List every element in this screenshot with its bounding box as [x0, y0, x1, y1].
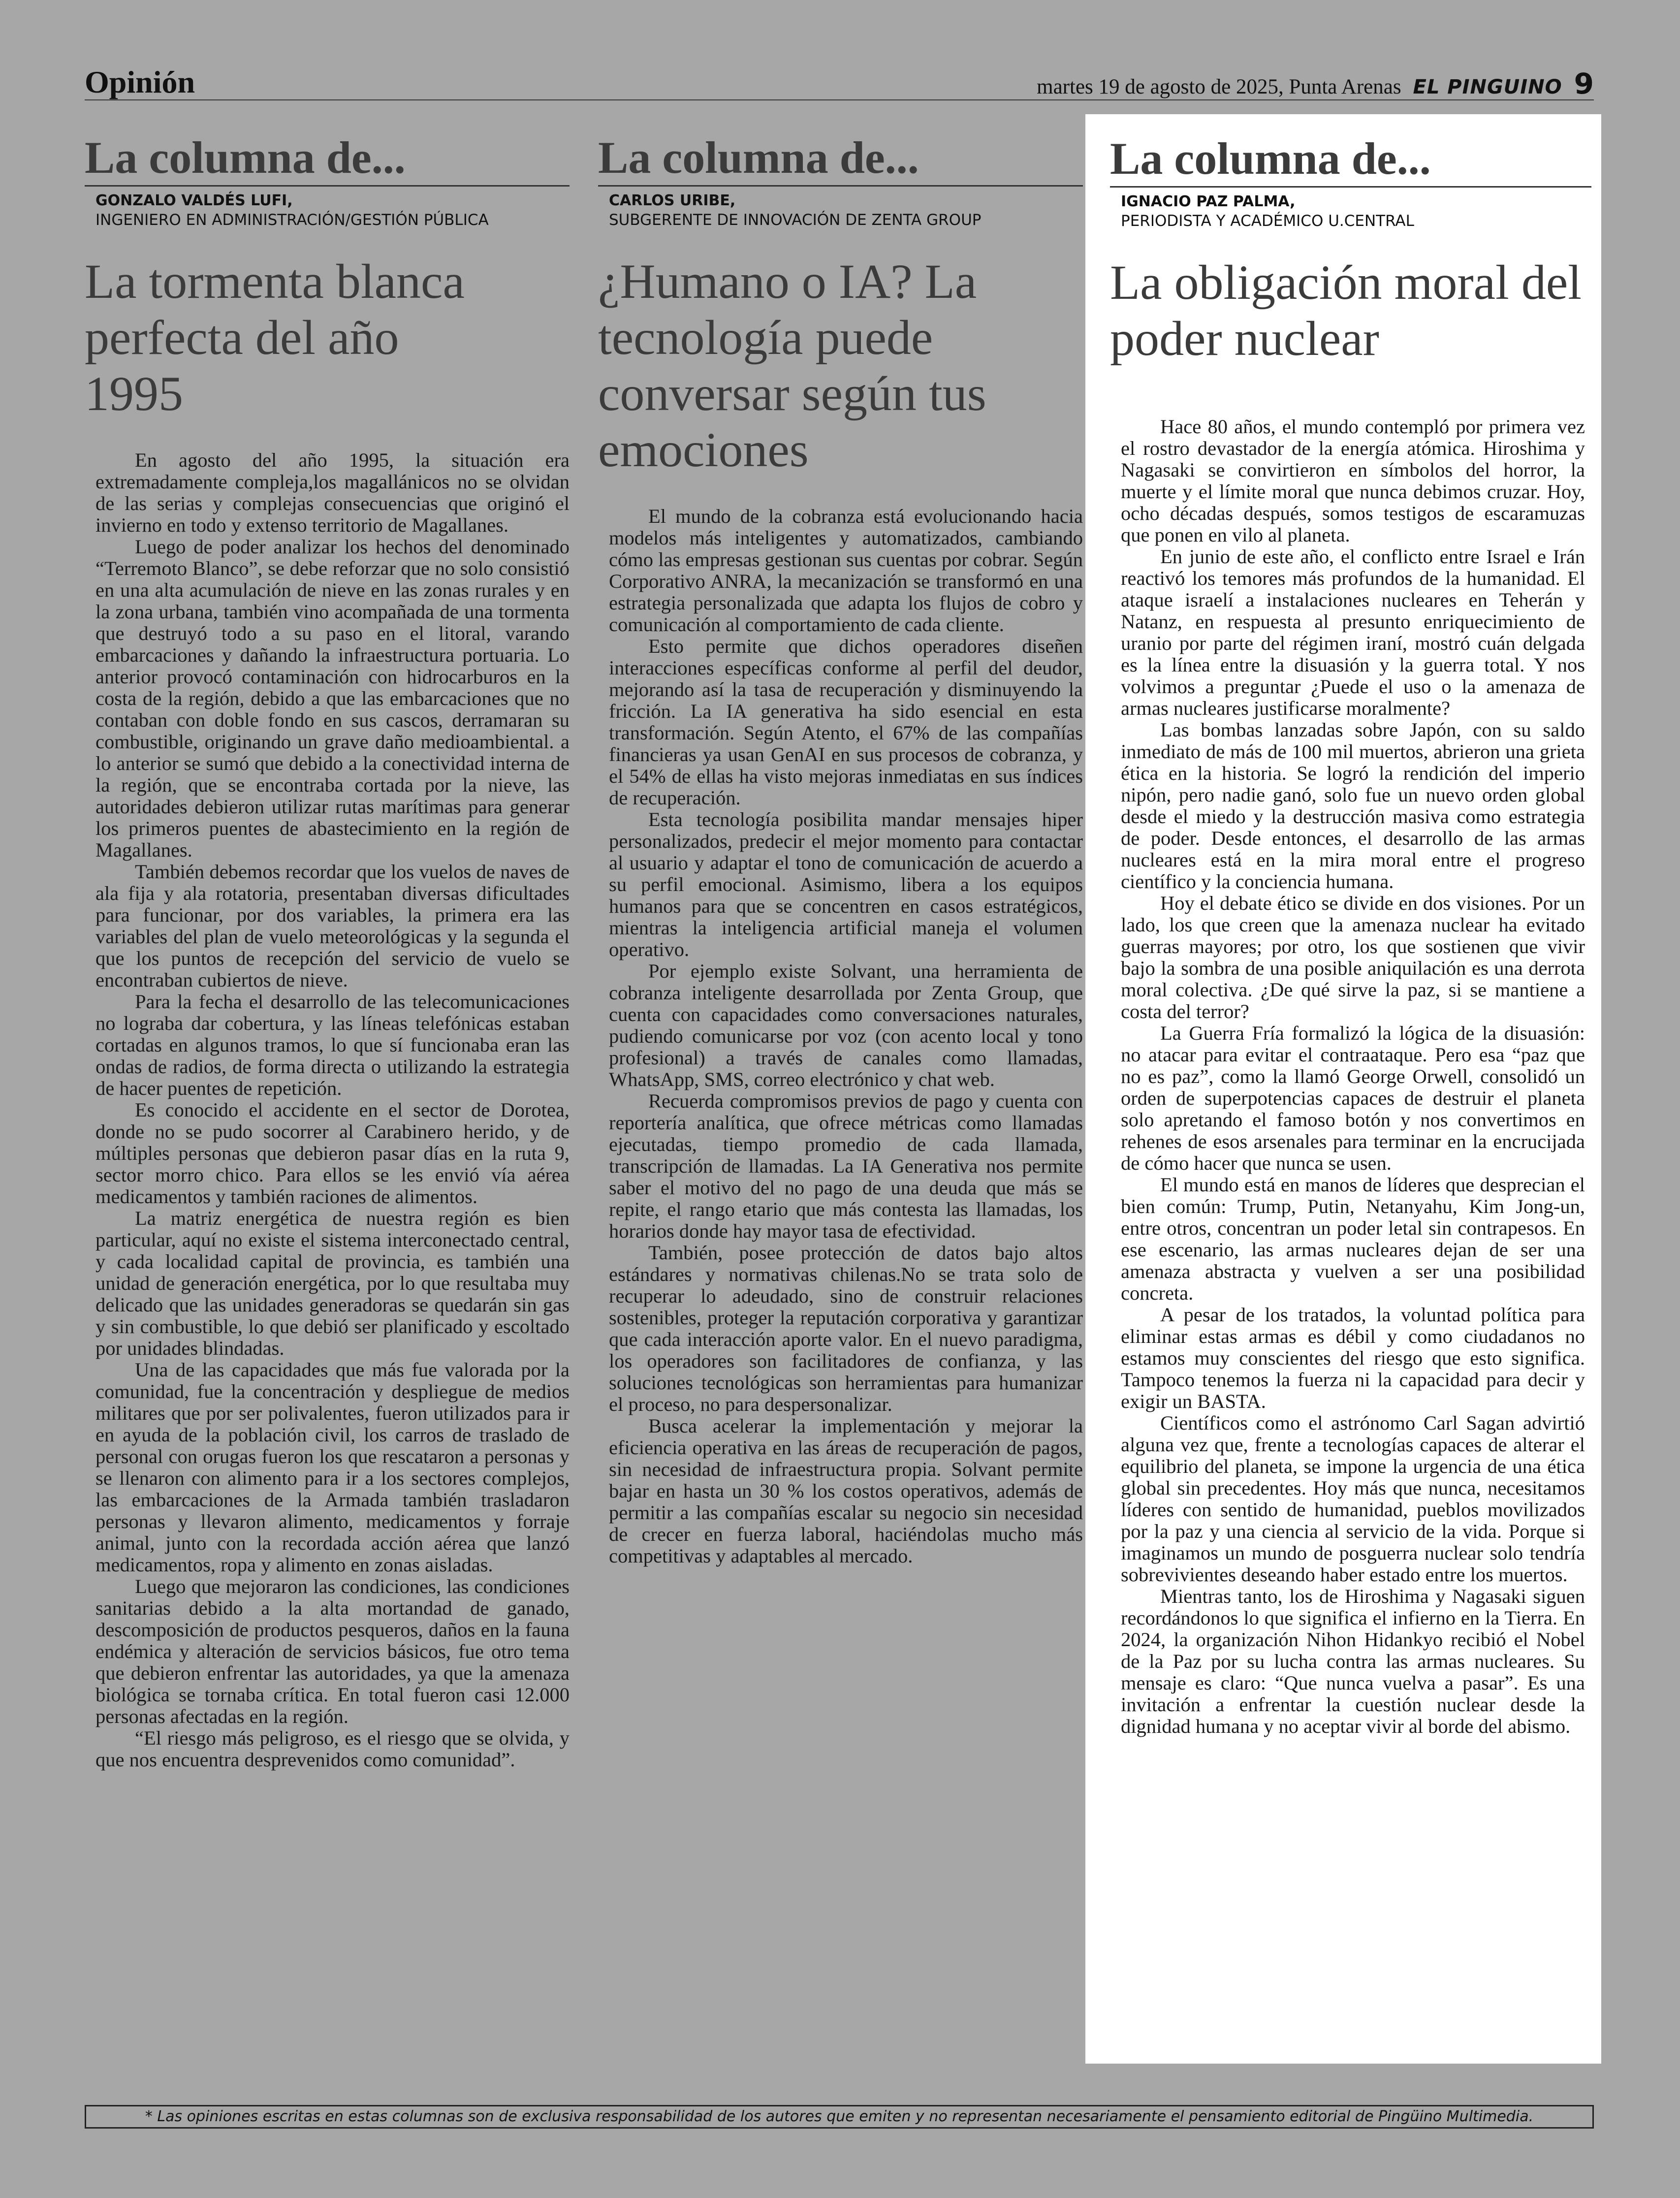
brand-logo: EL PINGUINO: [1413, 76, 1562, 98]
paragraph: “El riesgo más peligroso, es el riesgo que se olvida, y que nos encuentra desprevenidos como comunidad”.: [95, 1727, 570, 1771]
paragraph: Hace 80 años, el mundo contempló por primera vez el rostro devastador de la energía atómica. Hiroshima y Nagasaki se convirtieron en símbolos del horror, la muerte y el límite moral que nunca debimos cruzar. Hoy, ocho décadas después, somos testigos de escaramuzas que ponen en vilo al planeta.: [1121, 415, 1585, 546]
page-header: [85, 60, 1594, 100]
section-label: Opinión: [85, 64, 195, 99]
paragraph: También, posee protección de datos bajo altos estándares y normativas chilenas.No se trata solo de recuperar lo adeudado, sino de construir relaciones sostenibles, proteger la reputación corporativa y garantizar que cada interacción aporte valor. En el nuevo paradigma, los operadores son facilitadores de confianza, y las soluciones tecnológicas son herramientas para humanizar el proceso, no para despersonalizar.: [609, 1242, 1083, 1415]
column-2-inner: [598, 132, 1083, 1567]
paragraph: Recuerda compromisos previos de pago y cuenta con reportería analítica, que ofrece métricas como llamadas ejecutadas, tiempo promedio de cada llamada, transcripción de llamadas. La IA Generativa nos permite saber el motivo del no pago de una deuda que más se repite, el rango etario que más contesta las llamadas, los horarios donde hay mayor tasa de efectividad.: [609, 1090, 1083, 1242]
paragraph: Mientras tanto, los de Hiroshima y Nagasaki siguen recordándonos lo que significa el infierno en la Tierra. En 2024, la organización Nihon Hidankyo recibió el Nobel de la Paz por su lucha contra las armas nucleares. Su mensaje es claro: “Que nunca vuelva a pasar”. Es una invitación a enfrentar la cuestión nuclear desde la dignidad humana y no aceptar vivir al borde del abismo.: [1121, 1585, 1585, 1737]
paragraph: La matriz energética de nuestra región es bien particular, aquí no existe el sistema interconectado central, y cada localidad capital de provincia, es también una unidad de generación energética, por lo que resultaba muy delicado que las unidades generadoras se quedarán sin gas y sin combustible, lo que debió ser planificado y escoltado por unidades blindadas.: [95, 1207, 570, 1359]
header-right: [1037, 67, 1594, 100]
paragraph: A pesar de los tratados, la voluntad política para eliminar estas armas es débil y como ciudadanos no estamos muy conscientes del riesgo que esto significa. Tampoco tenemos la fuerza ni la capacidad para decir y exigir un BASTA.: [1121, 1304, 1585, 1412]
author-role: SUBGERENTE DE INNOVACIÓN DE ZENTA GROUP: [609, 211, 982, 229]
author-role: INGENIERO EN ADMINISTRACIÓN/GESTIÓN PÚBLICA: [95, 211, 489, 229]
paragraph: Hoy el debate ético se divide en dos visiones. Por un lado, los que creen que la amenaza nuclear ha evitado guerras mayores; por otro, los que sostienen que vivir bajo la sombra de una posible aniquilación es una derrota moral colectiva. ¿De qué sirve la paz, si se mantiene a costa del terror?: [1121, 892, 1585, 1022]
author-name: GONZALO VALDÉS LUFI,: [95, 192, 293, 209]
paragraph: Científicos como el astrónomo Carl Sagan advirtió alguna vez que, frente a tecnologías capaces de alterar el equilibrio del planeta, se impone la urgencia de una ética global sin precedentes. Hoy más que nunca, necesitamos líderes con sentido de humanidad, pueblos movilizados por la paz y una ciencia al servicio de la vida. Porque si imaginamos un mundo de posguerra nuclear solo tendría sobrevivientes deseando haber estado entre los muertos.: [1121, 1412, 1585, 1586]
paragraph: La Guerra Fría formalizó la lógica de la disuasión: no atacar para evitar el contraataque. Pero esa “paz que no es paz”, como la llamó George Orwell, consolidó un orden de superpotencias capaces de destruir el planeta solo apretando el famoso botón y nos convertimos en rehenes de esos arsenales para terminar en la encrucijada de cómo hacer que nunca se usen.: [1121, 1022, 1585, 1174]
page-number: 9: [1574, 67, 1594, 100]
paragraph: En junio de este año, el conflicto entre Israel e Irán reactivó los temores más profundos de la humanidad. El ataque israelí a instalaciones nucleares en Teherán y Natanz, en respuesta al presunto enriquecimiento de uranio por parte del régimen iraní, mostró cuán delgada es la línea entre la disuasión y la guerra total. Y nos volvimos a preguntar ¿Puede el uso o la amenaza de armas nucleares justificarse moralmente?: [1121, 545, 1585, 719]
headline: ¿Humano o IA? La tecnología puede conversar según tus emociones: [598, 254, 986, 477]
paragraph: Por ejemplo existe Solvant, una herramienta de cobranza inteligente desarrollada por Zenta Group, que cuenta con capacidades como conversaciones naturales, pudiendo comunicarse por voz (con acento local y tono profesional) a través de canales como llamadas, WhatsApp, SMS, correo electrónico y chat web.: [609, 960, 1083, 1090]
column-kicker: La columna de...: [598, 132, 1083, 187]
column-3-inner: [1110, 133, 1591, 1737]
paragraph: Una de las capacidades que más fue valorada por la comunidad, fue la concentración y despliegue de medios militares que por ser polivalentes, fueron utilizados para ir en ayuda de la población civil, los carros de traslado de personal con orugas fueron los que rescataron a personas y se llenaron con alimento para ir a los sectores complejos, las embarcaciones de la Armada también trasladaron personas y llevaron alimento, medicamentos y forraje animal, junto con la recordada acción aérea que lanzó medicamentos, ropa y alimento en zonas aisladas.: [95, 1359, 570, 1576]
paragraph: Es conocido el accidente en el sector de Dorotea, donde no se pudo socorrer al Carabinero herido, y de múltiples personas que debieron pasar días en la ruta 9, sector morro chico. Para ellos se les envió vía aérea medicamentos y también raciones de alimentos.: [95, 1099, 570, 1208]
paragraph: También debemos recordar que los vuelos de naves de ala fija y ala rotatoria, presentaban diversas dificultades para funcionar, por dos variables, la primera era las variables del plan de vuelo meteorológicas y la segunda el que los puntos de recepción del servicio de vuelo se encontraban cubiertos de nieve.: [95, 860, 570, 991]
paragraph: Busca acelerar la implementación y mejorar la eficiencia operativa en las áreas de recuperación de pagos, sin necesidad de infraestructura propia. Solvant permite bajar en hasta un 30 % los costos operativos, además de permitir a las compañías escalar su negocio sin necesidad de crecer en fuerza laboral, haciéndolas mucho más competitivas y adaptables al mercado.: [609, 1415, 1083, 1567]
paragraph: El mundo está en manos de líderes que desprecian el bien común: Trump, Putin, Netanyahu, Kim Jong-un, entre otros, concentran un poder letal sin contrapesos. En ese escenario, las armas nucleares dejan de ser una amenaza abstracta y vuelven a ser una posibilidad concreta.: [1121, 1174, 1585, 1304]
paragraph: Esto permite que dichos operadores diseñen interacciones específicas conforme al perfil del deudor, mejorando así la tasa de recuperación y disminuyendo la fricción. La IA generativa ha sido esencial en esta transformación. Según Atento, el 67% de las compañías financieras ya usan GenAI en sus procesos de cobranza, y el 54% de ellas ha visto mejoras inmediatas en sus índices de recuperación.: [609, 635, 1083, 809]
paragraph: Para la fecha el desarrollo de las telecomunicaciones no lograba dar cobertura, y las líneas telefónicas estaban cortadas en algunos tramos, lo que sí funcionaba eran las ondas de radios, de forma directa o utilizando la estrategia de hacer puentes de repetición.: [95, 990, 570, 1099]
article-body: [95, 449, 570, 1771]
column-kicker: La columna de...: [1110, 133, 1591, 188]
disclaimer-footer: * Las opiniones escritas en estas columnas son de exclusiva responsabilidad de los autores que emiten y no representan necesariamente el pensamiento editorial de Pingüino Multimedia.: [85, 2105, 1594, 2129]
column-1-inner: [85, 132, 570, 1771]
paragraph: Luego que mejoraron las condiciones, las condiciones sanitarias debido a la alta mortandad de ganado, descomposición de productos pesqueros, daños en la fauna endémica y alteración de servicios básicos, fue otro tema que debieron enfrentar las autoridades, ya que la amenaza biológica se tornaba crítica. En total fueron casi 12.000 personas afectadas en la región.: [95, 1575, 570, 1727]
paragraph: Luego de poder analizar los hechos del denominado “Terremoto Blanco”, se debe reforzar que no solo consistió en una alta acumulación de nieve en las zonas rurales y en la zona urbana, también vino acompañada de una tormenta que destruyó todo a su paso en el litoral, varando embarcaciones y dañando la infraestructura portuaria. Lo anterior provocó contaminación con hidrocarburos en la costa de la región, debido a que las embarcaciones que no contaban con doble fondo en sus cascos, derramaran su combustible, originando un grave daño medioambiental. a lo anterior se sumó que debido a la conectividad interna de la región, que se encontraba cortada por la nieve, las autoridades debieron utilizar rutas marítimas para generar los primeros puentes de abastecimiento en la región de Magallanes.: [95, 536, 570, 861]
author-name: IGNACIO PAZ PALMA,: [1121, 193, 1296, 210]
paragraph: Esta tecnología posibilita mandar mensajes hiper personalizados, predecir el mejor momento para contactar al usuario y adaptar el tono de comunicación de acuerdo a su perfil emocional. Asimismo, libera a los equipos humanos para que se concentren en casos estratégicos, mientras la inteligencia artificial maneja el volumen operativo.: [609, 808, 1083, 960]
article-body: [609, 506, 1083, 1567]
headline: La tormenta blanca perfecta del año 1995: [85, 254, 465, 421]
headline: La obligación moral del poder nuclear: [1110, 255, 1582, 366]
author-role: PERIODISTA Y ACADÉMICO U.CENTRAL: [1121, 212, 1414, 230]
date-line: martes 19 de agosto de 2025, Punta Arenas: [1037, 75, 1401, 98]
paragraph: En agosto del año 1995, la situación era extremadamente compleja,los magallánicos no se olvidan de las serias y complejas consecuencias que originó el invierno en todo y extenso territorio de Magallanes.: [95, 449, 570, 536]
paragraph: El mundo de la cobranza está evolucionando hacia modelos más inteligentes y automatizados, cambiando cómo las empresas gestionan sus cuentas por cobrar. Según Corporativo ANRA, la mecanización se transformó en una estrategia personalizada que adapta los flujos de cobro y comunicación al comportamiento de cada cliente.: [609, 505, 1083, 636]
paragraph: Las bombas lanzadas sobre Japón, con su saldo inmediato de más de 100 mil muertos, abrieron una grieta ética en la historia. Se logró la rendición del imperio nipón, pero nadie ganó, solo fue un nuevo orden global desde el miedo y la destrucción masiva como estrategia de poder. Desde entonces, el desarrollo de las armas nucleares está en la mira moral entre el progreso científico y la conciencia humana.: [1121, 719, 1585, 892]
article-body: [1121, 416, 1585, 1737]
author-name: CARLOS URIBE,: [609, 192, 736, 209]
column-kicker: La columna de...: [85, 132, 570, 187]
column-3-highlighted: [1085, 114, 1601, 2064]
